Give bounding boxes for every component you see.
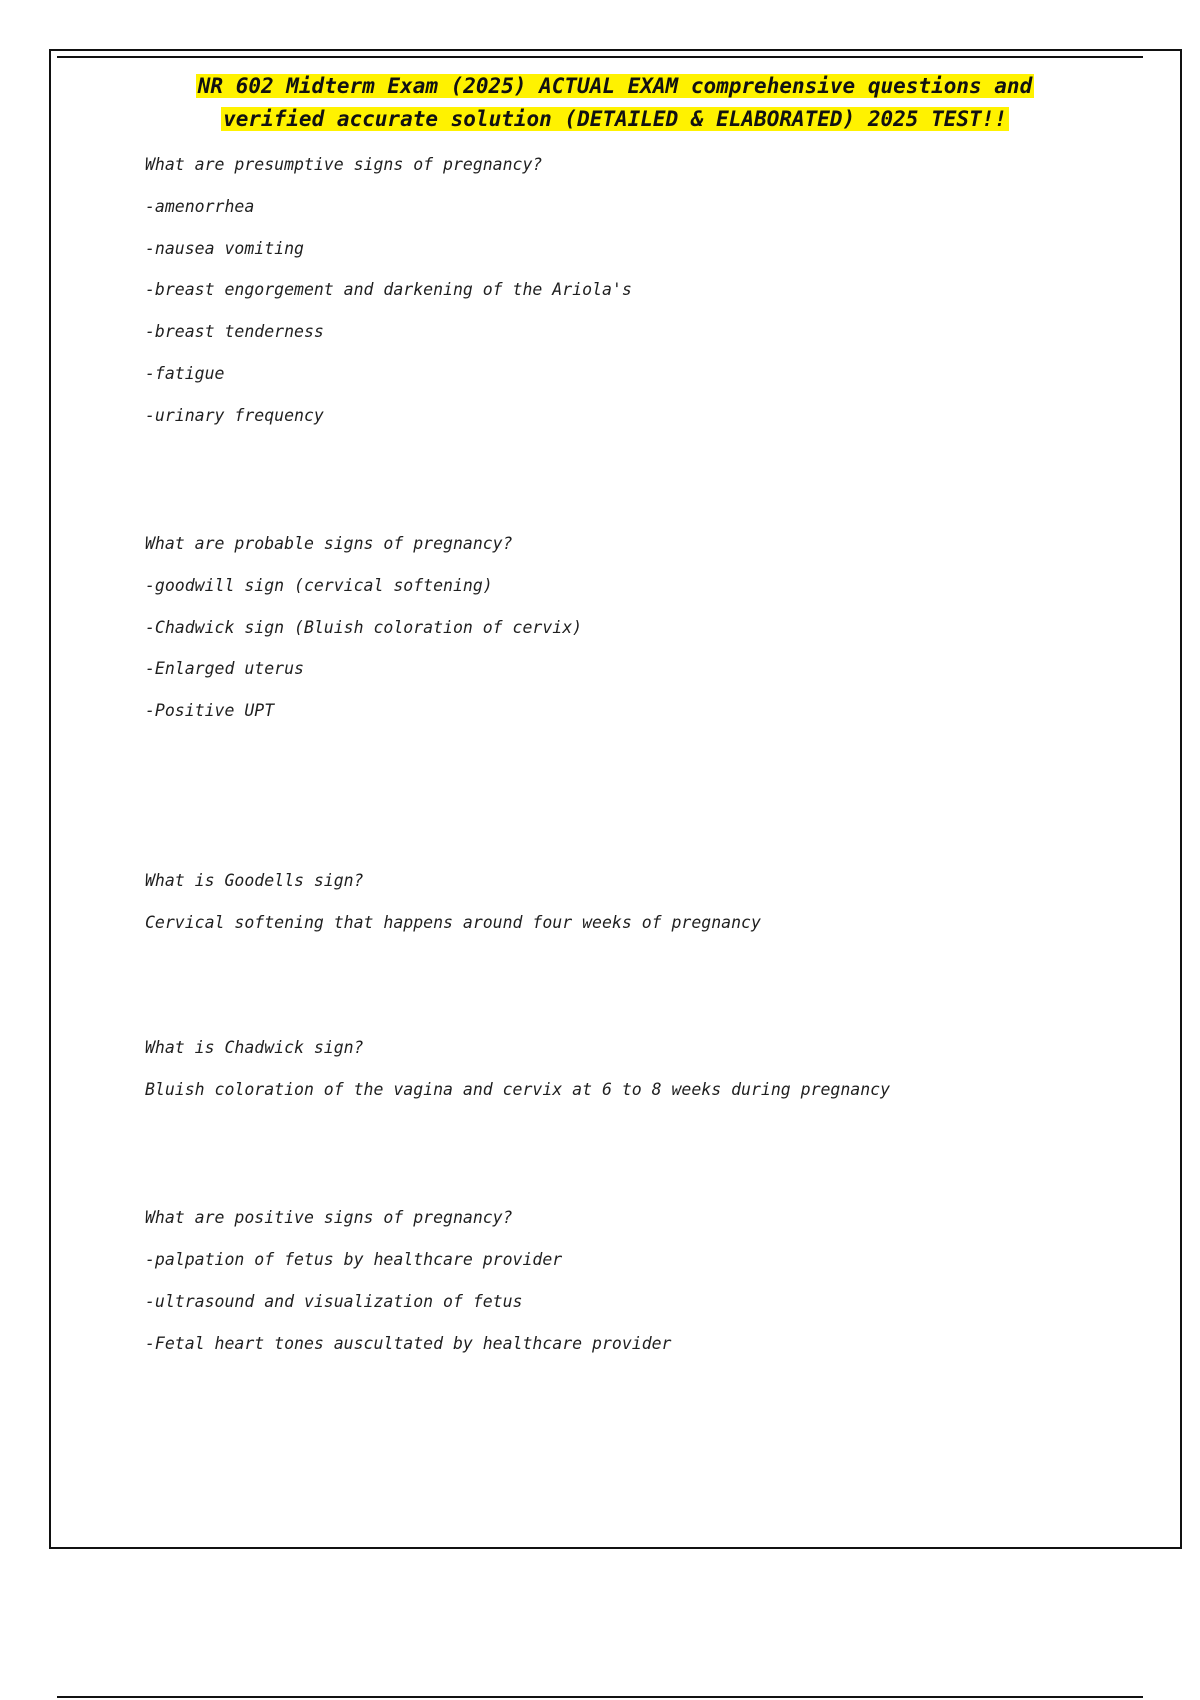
answer-item: -Positive UPT [145,701,275,720]
footer-rule [57,1696,1143,1698]
answer-item: -Fetal heart tones auscultated by healthcare provider [145,1334,672,1353]
answer-item: -goodwill sign (cervical softening) [145,576,493,595]
answer-item: -fatigue [145,364,225,383]
question-positive-signs: What are positive signs of pregnancy? [145,1208,513,1227]
page-border [49,49,1182,1549]
answer-item: -ultrasound and visualization of fetus [145,1292,523,1311]
question-presumptive-signs: What are presumptive signs of pregnancy? [145,155,543,174]
answer-item: -amenorrhea [145,197,255,216]
answer-item: -palpation of fetus by healthcare provider [145,1250,563,1269]
title-line-2: verified accurate solution (DETAILED & ELABORATED) 2025 TEST!! [223,107,1007,131]
answer-item: -Chadwick sign (Bluish coloration of cervix) [145,618,583,637]
question-chadwick-sign: What is Chadwick sign? [145,1038,364,1057]
header-rule [57,56,1143,58]
question-probable-signs: What are probable signs of pregnancy? [145,534,513,553]
answer-item: -nausea vomiting [145,239,304,258]
answer-item: Cervical softening that happens around four weeks of pregnancy [145,913,761,932]
document-title [60,70,1170,136]
title-line-1: NR 602 Midterm Exam (2025) ACTUAL EXAM comprehensive questions and [197,74,1033,98]
answer-item: -breast tenderness [145,322,324,341]
answer-item: -Enlarged uterus [145,659,304,678]
answer-item: -urinary frequency [145,406,324,425]
answer-item: -breast engorgement and darkening of the Ariola's [145,280,632,299]
answer-item: Bluish coloration of the vagina and cervix at 6 to 8 weeks during pregnancy [145,1080,891,1099]
question-goodells-sign: What is Goodells sign? [145,871,364,890]
